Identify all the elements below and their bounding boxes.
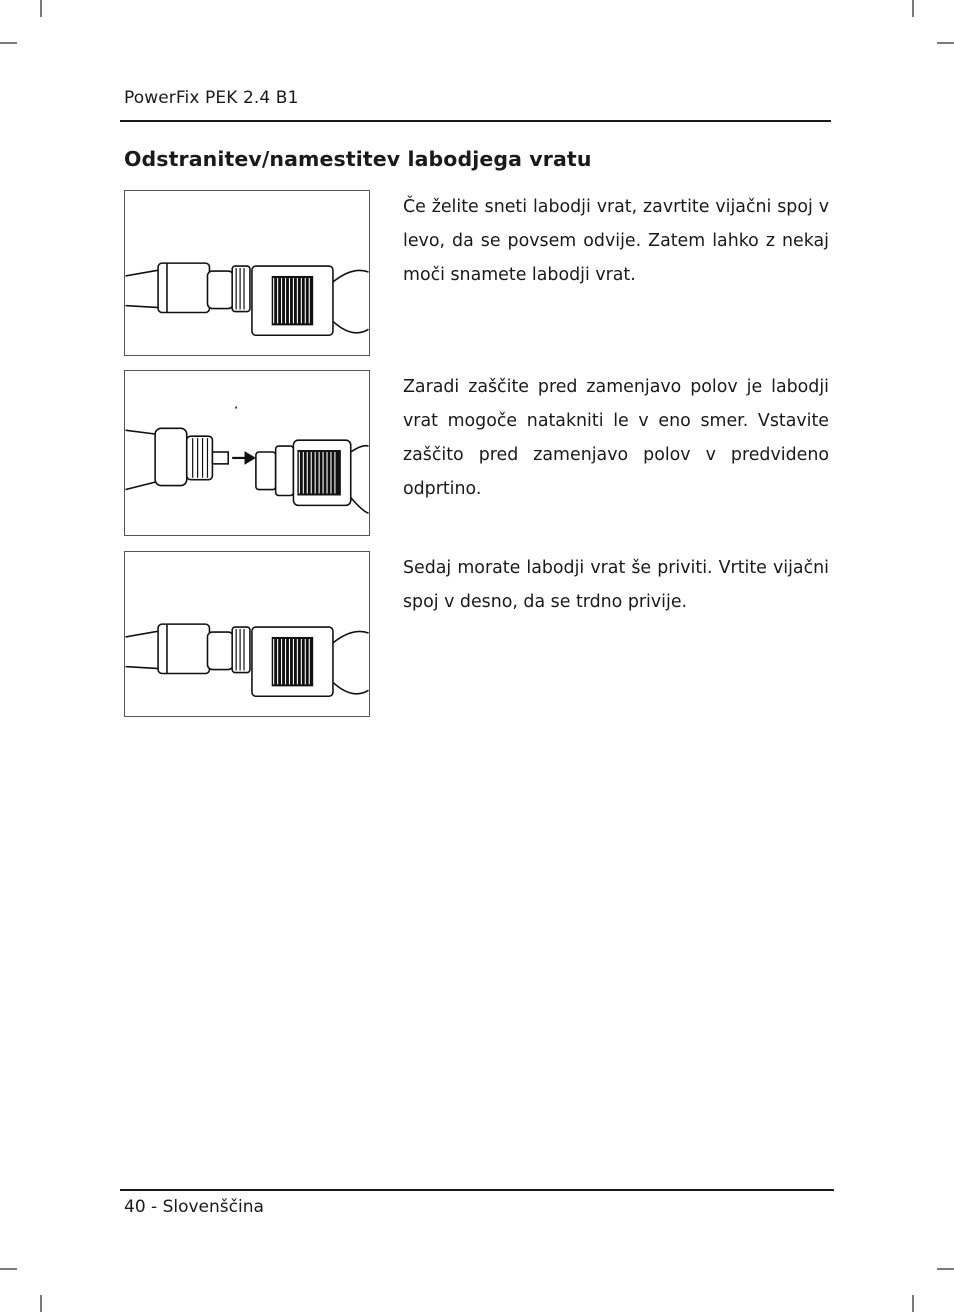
step-3-text: Sedaj morate labodji vrat še priviti. Vrtite vijačni spoj v desno, da se trdno privije. xyxy=(403,558,829,612)
crop-mark-top-right-h xyxy=(937,42,954,44)
header-rule xyxy=(120,120,831,122)
crop-mark-bottom-left-h xyxy=(0,1268,17,1270)
crop-mark-top-left-v xyxy=(40,0,42,17)
step-2-illustration xyxy=(124,370,370,536)
step-1-illustration xyxy=(124,190,370,356)
running-header: PowerFix PEK 2.4 B1 xyxy=(124,88,299,108)
step-2-text: Zaradi zaščite pred zamenjavo polov je labodji vrat mogoče natakniti le v eno smer. Vstavite zaščito pred zamenjavo polov v predvideno odprtino. xyxy=(403,377,829,499)
crop-mark-bottom-left-v xyxy=(40,1295,42,1312)
connector-coupled-icon xyxy=(125,191,369,355)
step-1-text: Če želite sneti labodji vrat, zavrtite vijačni spoj v levo, da se povsem odvije. Zatem lahko z nekaj moči snamete labodji vrat. xyxy=(403,197,829,285)
page-footer: 40 - Slovenščina xyxy=(124,1197,264,1217)
connector-separated-arrow-icon xyxy=(125,371,369,535)
crop-mark-bottom-right-h xyxy=(937,1268,954,1270)
crop-mark-bottom-right-v xyxy=(912,1295,914,1312)
crop-mark-top-right-v xyxy=(912,0,914,17)
crop-mark-top-left-h xyxy=(0,42,17,44)
connector-coupled-icon xyxy=(125,552,369,716)
footer-rule xyxy=(120,1189,834,1191)
step-3-illustration xyxy=(124,551,370,717)
section-title: Odstranitev/namestitev labodjega vratu xyxy=(124,147,592,171)
